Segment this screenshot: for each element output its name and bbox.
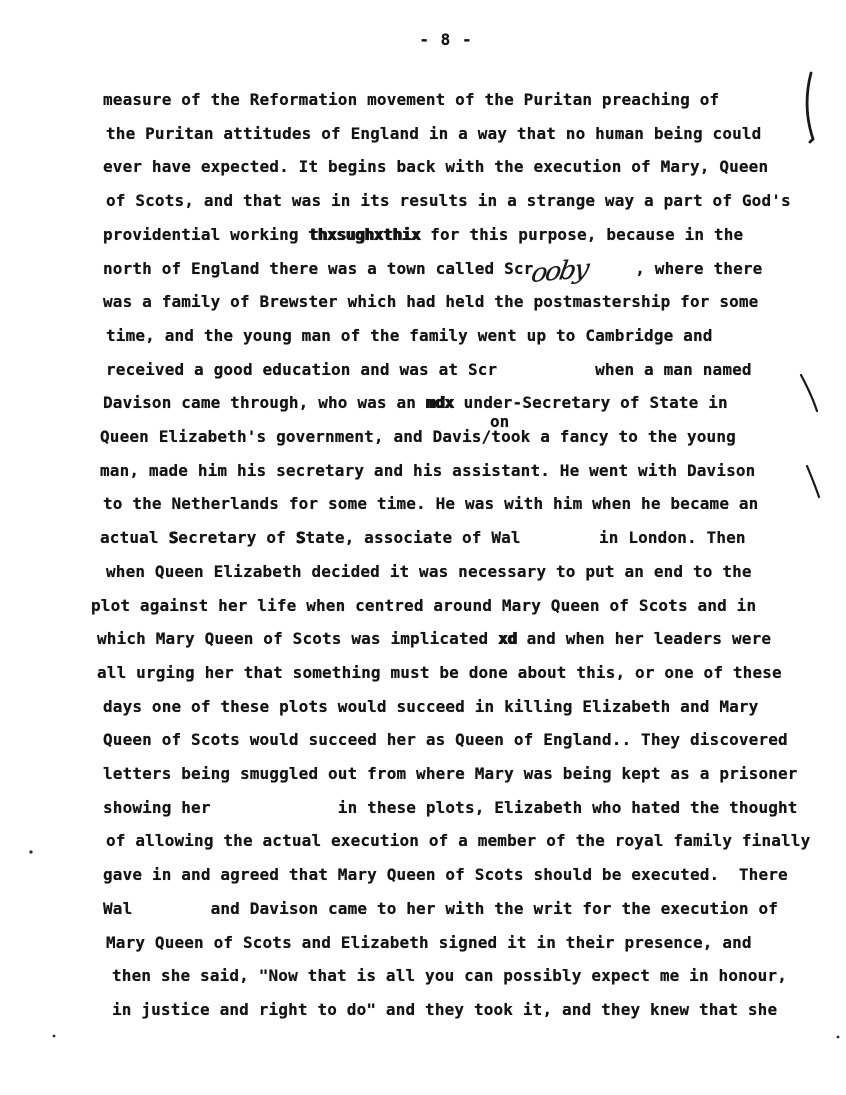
typed-text: days one of these plots would succeed in killing Elizabeth and Mary (103, 696, 759, 716)
typed-text: , where there (625, 258, 763, 278)
typed-text: gave in and agreed that Mary Queen of Scots should be executed. There (103, 865, 788, 885)
typed-text: measure of the Reformation movement of the Puritan preaching of (103, 90, 720, 109)
text-line (0, 926, 846, 960)
typed-text: Davison came through, who was an (103, 393, 426, 413)
text-line (0, 656, 846, 690)
typed-text: under-Secretary of State in (453, 393, 728, 413)
typed-text: time, and the young man of the family went up to Cambridge and (106, 325, 713, 345)
typed-strikeout: xd (498, 629, 517, 649)
typed-text: ecretary of (178, 528, 296, 548)
handwritten-word: ooby (529, 253, 591, 289)
typed-text: was a family of Brewster which had held the postmastership for some (103, 292, 759, 312)
typed-text: all urging her that something must be done about this, or one of these (97, 662, 782, 682)
text-line (0, 454, 846, 488)
text-line (0, 690, 846, 724)
text-line (0, 757, 846, 791)
text-line (0, 993, 846, 1027)
typed-text: of allowing the actual execution of a member of the royal family finally (106, 831, 811, 851)
typed-text: the Puritan attitudes of England in a way that no human being could (106, 123, 762, 143)
typed-text: then she said, "Now that is all you can possibly expect me in honour, (112, 966, 788, 986)
typed-text-body (0, 83, 846, 1027)
typed-text: Wal and Davison came to her with the writ for the execution of (103, 898, 779, 918)
typed-text: Queen Elizabeth's government, and Davis/took a fancy to the young (100, 427, 736, 447)
typed-text: ever have expected. It begins back with the execution of Mary, Queen (103, 157, 769, 177)
text-line (0, 150, 846, 184)
typed-insertion-on: on (490, 412, 510, 431)
text-line (0, 521, 846, 555)
typed-text: providential working (103, 224, 309, 244)
text-line (0, 791, 846, 825)
overstruck-letter: S (168, 528, 179, 548)
text-line (0, 117, 846, 151)
typed-text: letters being smuggled out from where Mary was being kept as a prisoner (103, 764, 798, 784)
typed-text: Mary Queen of Scots and Elizabeth signed it in their presence, and (106, 932, 752, 952)
typed-strikeout: thxsughxthix (308, 224, 421, 244)
typed-text: showing her in these plots, Elizabeth who hated the thought (103, 797, 798, 817)
typed-text: received a good education and was at Scr when a man named (106, 359, 752, 379)
typed-text: which Mary Queen of Scots was implicated (97, 629, 499, 649)
ink-speck-bottom-left (53, 1035, 56, 1038)
text-line (0, 386, 846, 420)
typed-text: when Queen Elizabeth decided it was necessary to put an end to the (106, 561, 752, 581)
page-number: - 8 - (419, 30, 473, 49)
text-line (0, 892, 846, 926)
text-line (0, 184, 846, 218)
text-line (0, 218, 846, 252)
text-line (0, 858, 846, 892)
text-line (0, 824, 846, 858)
text-line (0, 622, 846, 656)
text-line (0, 959, 846, 993)
typed-text: and when her leaders were (516, 629, 772, 649)
text-line (0, 353, 846, 387)
typed-text: to the Netherlands for some time. He was with him when he became an (103, 494, 759, 514)
typed-strikeout: mdx (425, 393, 454, 413)
typed-text: for this purpose, because in the (420, 224, 744, 244)
text-line (0, 555, 846, 589)
typed-text: tate, associate of Wal in London. Then (305, 528, 746, 548)
text-line (0, 285, 846, 319)
typed-text: actual (100, 528, 169, 548)
text-line (0, 252, 846, 289)
typed-text: Queen of Scots would succeed her as Queen of England.. They discovered (103, 730, 788, 750)
typed-text: plot against her life when centred around Mary Queen of Scots and in (91, 595, 757, 615)
text-line (0, 589, 846, 623)
text-line (0, 487, 846, 521)
ink-speck-bottom-right (837, 1036, 840, 1039)
text-line (0, 723, 846, 757)
typed-text: north of England there was a town called Scr (103, 258, 534, 278)
typed-text: in justice and right to do" and they took it, and they knew that she (112, 999, 778, 1019)
typed-text: man, made him his secretary and his assistant. He went with Davison (100, 460, 756, 480)
text-line (0, 319, 846, 353)
text-line (0, 83, 846, 117)
overstruck-letter: S (295, 528, 306, 548)
typed-text: of Scots, and that was in its results in a strange way a part of God's (106, 191, 791, 211)
text-line (0, 420, 846, 454)
